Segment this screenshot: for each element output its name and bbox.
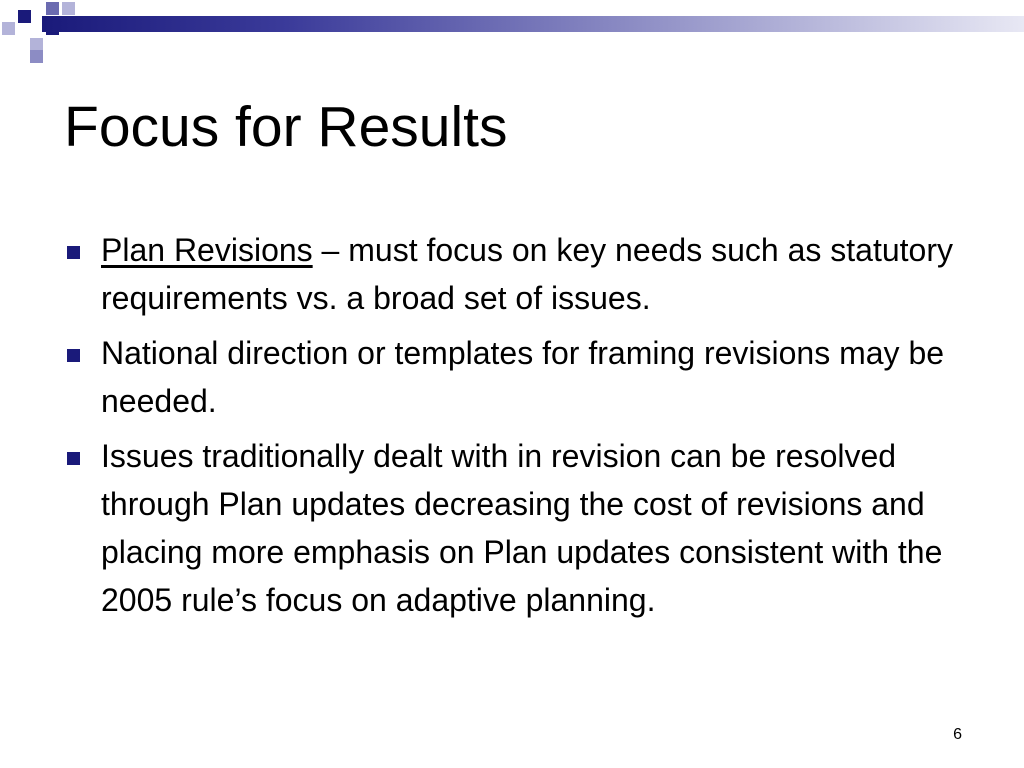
- deco-square: [30, 50, 43, 63]
- square-bullet-icon: [67, 246, 80, 259]
- bullet-lead-text: Plan Revisions: [101, 232, 313, 268]
- bullet-item: [64, 226, 964, 322]
- bullet-list: [64, 226, 964, 631]
- deco-square: [2, 22, 15, 35]
- bullet-item: [64, 329, 964, 425]
- deco-square: [46, 2, 59, 15]
- slide-title: Focus for Results: [64, 95, 508, 159]
- slide-page-number: 6: [953, 726, 962, 743]
- decorative-squares: [0, 0, 80, 64]
- square-bullet-icon: [67, 349, 80, 362]
- deco-square: [62, 2, 75, 15]
- deco-square: [18, 10, 31, 23]
- bullet-text: National direction or templates for framing revisions may be needed.: [101, 335, 945, 419]
- bullet-text: Issues traditionally dealt with in revision can be resolved through Plan updates decreasing the cost of revisions and placing more emphasis on Plan updates consistent with the 2005 rule’s focus on adaptive planning.: [101, 438, 943, 618]
- header-gradient-bar: [42, 16, 1024, 32]
- bullet-item: [64, 432, 964, 624]
- bullet-text: – must focus on key needs such as statutory requirements vs. a broad set of issues.: [101, 232, 953, 316]
- square-bullet-icon: [67, 452, 80, 465]
